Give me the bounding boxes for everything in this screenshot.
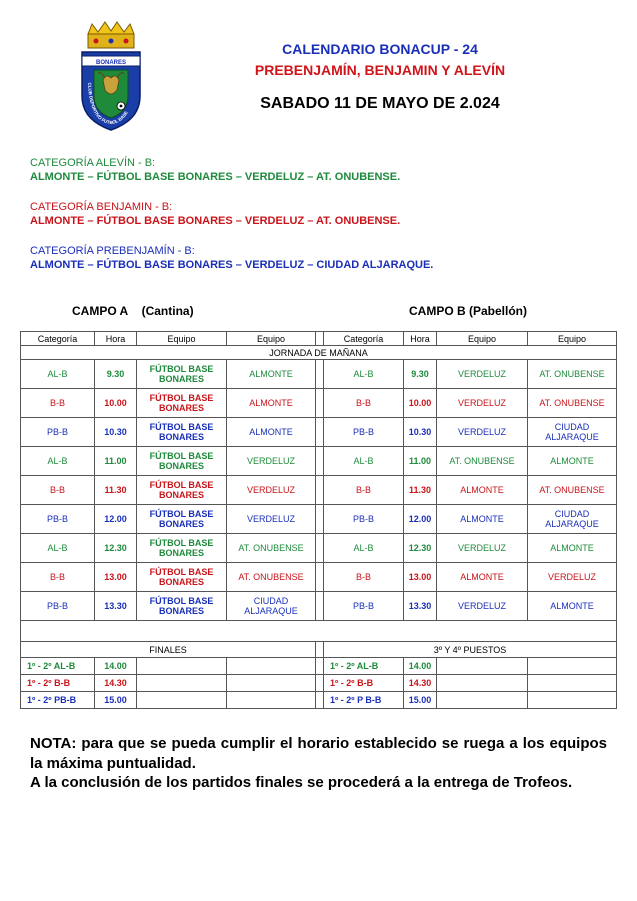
row-category-a: AL-B	[21, 360, 95, 389]
row-team2-a: AT. ONUBENSE	[227, 563, 316, 592]
final-empty	[437, 658, 528, 675]
row-team2-b: CIUDAD ALJARAQUE	[528, 418, 617, 447]
row-hour-a: 12.30	[95, 534, 137, 563]
row-category-b: AL-B	[324, 447, 404, 476]
header-hora-a: Hora	[95, 332, 137, 346]
row-team2-b: ALMONTE	[528, 534, 617, 563]
final-row	[21, 692, 617, 709]
category-alevin-teams: ALMONTE – FÚTBOL BASE BONARES – VERDELUZ – AT. ONUBENSE.	[30, 171, 401, 183]
final-empty	[227, 692, 316, 709]
row-team2-a: ALMONTE	[227, 360, 316, 389]
crest-banner-text: BONARES	[95, 60, 127, 66]
final-empty	[528, 658, 617, 675]
row-hour-a: 11.30	[95, 476, 137, 505]
row-hour-a: 9.30	[95, 360, 137, 389]
campo-b-heading: CAMPO B (Pabellón)	[409, 304, 528, 318]
row-team2-a: CIUDAD ALJARAQUE	[227, 592, 316, 621]
row-hour-b: 11.30	[404, 476, 437, 505]
table-header-row	[21, 332, 617, 346]
row-spacer	[316, 534, 324, 563]
row-category-b: PB-B	[324, 592, 404, 621]
row-team1-b: VERDELUZ	[437, 389, 528, 418]
row-spacer	[316, 563, 324, 592]
note-puntualidad: NOTA: para que se pueda cumplir el horario establecido se ruega a los equipos la máxima puntualidad.	[30, 735, 607, 772]
crest-ring-text: CLUB DEPORTIVO FUTBOL BASE	[87, 82, 129, 126]
row-team2-b: ALMONTE	[528, 592, 617, 621]
row-hour-a: 10.00	[95, 389, 137, 418]
row-category-b: PB-B	[324, 505, 404, 534]
final-hour-b: 14.30	[404, 675, 437, 692]
row-category-b: B-B	[324, 563, 404, 592]
final-empty	[437, 692, 528, 709]
final-label-a: 1º - 2º PB-B	[21, 692, 95, 709]
row-hour-b: 10.00	[404, 389, 437, 418]
row-team2-b: VERDELUZ	[528, 563, 617, 592]
jornada-row	[21, 346, 617, 360]
final-empty	[137, 692, 227, 709]
row-hour-a: 13.30	[95, 592, 137, 621]
row-category-b: AL-B	[324, 360, 404, 389]
row-team1-a: FÚTBOL BASE BONARES	[137, 534, 227, 563]
row-team2-a: VERDELUZ	[227, 505, 316, 534]
row-spacer	[316, 476, 324, 505]
final-label-a: 1º - 2º AL-B	[21, 658, 95, 675]
finals-header-row	[21, 642, 617, 658]
row-team2-a: AT. ONUBENSE	[227, 534, 316, 563]
event-date: SABADO 11 DE MAYO DE 2.024	[260, 95, 500, 112]
row-category-a: PB-B	[21, 592, 95, 621]
calendar-title: CALENDARIO BONACUP - 24	[282, 41, 478, 57]
row-hour-a: 11.00	[95, 447, 137, 476]
table-row	[21, 447, 617, 476]
final-row	[21, 675, 617, 692]
table-row	[21, 534, 617, 563]
row-team1-b: VERDELUZ	[437, 360, 528, 389]
note-trofeos: A la conclusión de los partidos finales se procederá a la entrega de Trofeos.	[30, 774, 573, 791]
final-hour-a: 14.30	[95, 675, 137, 692]
row-team1-b: VERDELUZ	[437, 592, 528, 621]
row-hour-a: 10.30	[95, 418, 137, 447]
row-team1-a: FÚTBOL BASE BONARES	[137, 418, 227, 447]
table-row	[21, 476, 617, 505]
campo-a-heading	[72, 304, 194, 318]
row-hour-b: 13.30	[404, 592, 437, 621]
row-team1-a: FÚTBOL BASE BONARES	[137, 360, 227, 389]
row-team2-b: CIUDAD ALJARAQUE	[528, 505, 617, 534]
row-hour-b: 10.30	[404, 418, 437, 447]
row-hour-b: 12.30	[404, 534, 437, 563]
final-hour-b: 14.00	[404, 658, 437, 675]
final-spacer	[316, 675, 324, 692]
categories-title: PREBENJAMÍN, BENJAMIN Y ALEVÍN	[254, 62, 506, 78]
final-hour-a: 15.00	[95, 692, 137, 709]
row-spacer	[316, 418, 324, 447]
header-hora-b: Hora	[404, 332, 437, 346]
final-label-a: 1º - 2º B-B	[21, 675, 95, 692]
puestos-title: 3º Y 4º PUESTOS	[324, 642, 617, 658]
club-crest-logo	[78, 20, 144, 132]
final-label-b: 1º - 2º AL-B	[324, 658, 404, 675]
row-category-a: PB-B	[21, 505, 95, 534]
row-team2-a: ALMONTE	[227, 418, 316, 447]
final-empty	[137, 658, 227, 675]
table-row	[21, 360, 617, 389]
row-category-b: AL-B	[324, 534, 404, 563]
row-team2-a: ALMONTE	[227, 389, 316, 418]
row-team1-b: VERDELUZ	[437, 418, 528, 447]
row-hour-b: 13.00	[404, 563, 437, 592]
category-prebenjamin-label: CATEGORÍA PREBENJAMÍN - B:	[30, 245, 195, 257]
header-equipo1-b: Equipo	[437, 332, 528, 346]
row-team1-a: FÚTBOL BASE BONARES	[137, 592, 227, 621]
final-spacer	[316, 692, 324, 709]
row-team2-a: VERDELUZ	[227, 447, 316, 476]
table-row	[21, 418, 617, 447]
row-category-a: PB-B	[21, 418, 95, 447]
final-empty	[437, 675, 528, 692]
row-spacer	[316, 360, 324, 389]
row-spacer	[316, 592, 324, 621]
finales-title: FINALES	[21, 642, 316, 658]
row-spacer	[316, 389, 324, 418]
final-empty	[528, 675, 617, 692]
row-team2-a: VERDELUZ	[227, 476, 316, 505]
final-hour-b: 15.00	[404, 692, 437, 709]
blank-cell	[21, 621, 617, 642]
table-row	[21, 505, 617, 534]
row-team2-b: AT. ONUBENSE	[528, 389, 617, 418]
category-benjamin-teams: ALMONTE – FÚTBOL BASE BONARES – VERDELUZ – AT. ONUBENSE.	[30, 215, 401, 227]
campo-a-place: (Cantina)	[141, 304, 194, 318]
header-spacer	[316, 332, 324, 346]
row-category-b: PB-B	[324, 418, 404, 447]
row-team2-b: AT. ONUBENSE	[528, 360, 617, 389]
category-benjamin-label: CATEGORÍA BENJAMIN - B:	[30, 201, 173, 213]
table-row	[21, 592, 617, 621]
header-categoria-a: Categoría	[21, 332, 95, 346]
row-team1-a: FÚTBOL BASE BONARES	[137, 389, 227, 418]
row-team1-a: FÚTBOL BASE BONARES	[137, 505, 227, 534]
row-hour-b: 11.00	[404, 447, 437, 476]
table-blank-row	[21, 621, 617, 642]
final-empty	[137, 675, 227, 692]
row-team1-b: VERDELUZ	[437, 534, 528, 563]
row-team1-b: ALMONTE	[437, 563, 528, 592]
final-empty	[227, 675, 316, 692]
row-hour-a: 13.00	[95, 563, 137, 592]
final-empty	[227, 658, 316, 675]
row-spacer	[316, 447, 324, 476]
row-team1-b: AT. ONUBENSE	[437, 447, 528, 476]
header-equipo2-a: Equipo	[227, 332, 316, 346]
schedule-table	[20, 331, 617, 709]
row-category-a: AL-B	[21, 447, 95, 476]
final-label-b: 1º - 2º B-B	[324, 675, 404, 692]
final-label-b: 1º - 2º P B-B	[324, 692, 404, 709]
row-category-b: B-B	[324, 389, 404, 418]
header-categoria-b: Categoría	[324, 332, 404, 346]
row-team1-b: ALMONTE	[437, 476, 528, 505]
category-prebenjamin-teams: ALMONTE – FÚTBOL BASE BONARES – VERDELUZ – CIUDAD ALJARAQUE.	[30, 259, 434, 271]
final-spacer	[316, 658, 324, 675]
table-row	[21, 389, 617, 418]
row-team2-b: AT. ONUBENSE	[528, 476, 617, 505]
row-category-b: B-B	[324, 476, 404, 505]
table-row	[21, 563, 617, 592]
final-empty	[528, 692, 617, 709]
row-hour-a: 12.00	[95, 505, 137, 534]
header-equipo1-a: Equipo	[137, 332, 227, 346]
row-hour-b: 9.30	[404, 360, 437, 389]
category-alevin-label: CATEGORÍA ALEVÍN - B:	[30, 157, 156, 169]
row-category-a: AL-B	[21, 534, 95, 563]
row-team1-b: ALMONTE	[437, 505, 528, 534]
note-block	[30, 734, 607, 793]
row-team1-a: FÚTBOL BASE BONARES	[137, 476, 227, 505]
row-team1-a: FÚTBOL BASE BONARES	[137, 563, 227, 592]
final-row	[21, 658, 617, 675]
finals-spacer	[316, 642, 324, 658]
row-category-a: B-B	[21, 389, 95, 418]
campo-a-name: CAMPO A	[72, 304, 129, 318]
jornada-label: JORNADA DE MAÑANA	[21, 346, 617, 360]
header-equipo2-b: Equipo	[528, 332, 617, 346]
row-spacer	[316, 505, 324, 534]
row-hour-b: 12.00	[404, 505, 437, 534]
final-hour-a: 14.00	[95, 658, 137, 675]
row-team2-b: ALMONTE	[528, 447, 617, 476]
row-category-a: B-B	[21, 476, 95, 505]
row-team1-a: FÚTBOL BASE BONARES	[137, 447, 227, 476]
row-category-a: B-B	[21, 563, 95, 592]
